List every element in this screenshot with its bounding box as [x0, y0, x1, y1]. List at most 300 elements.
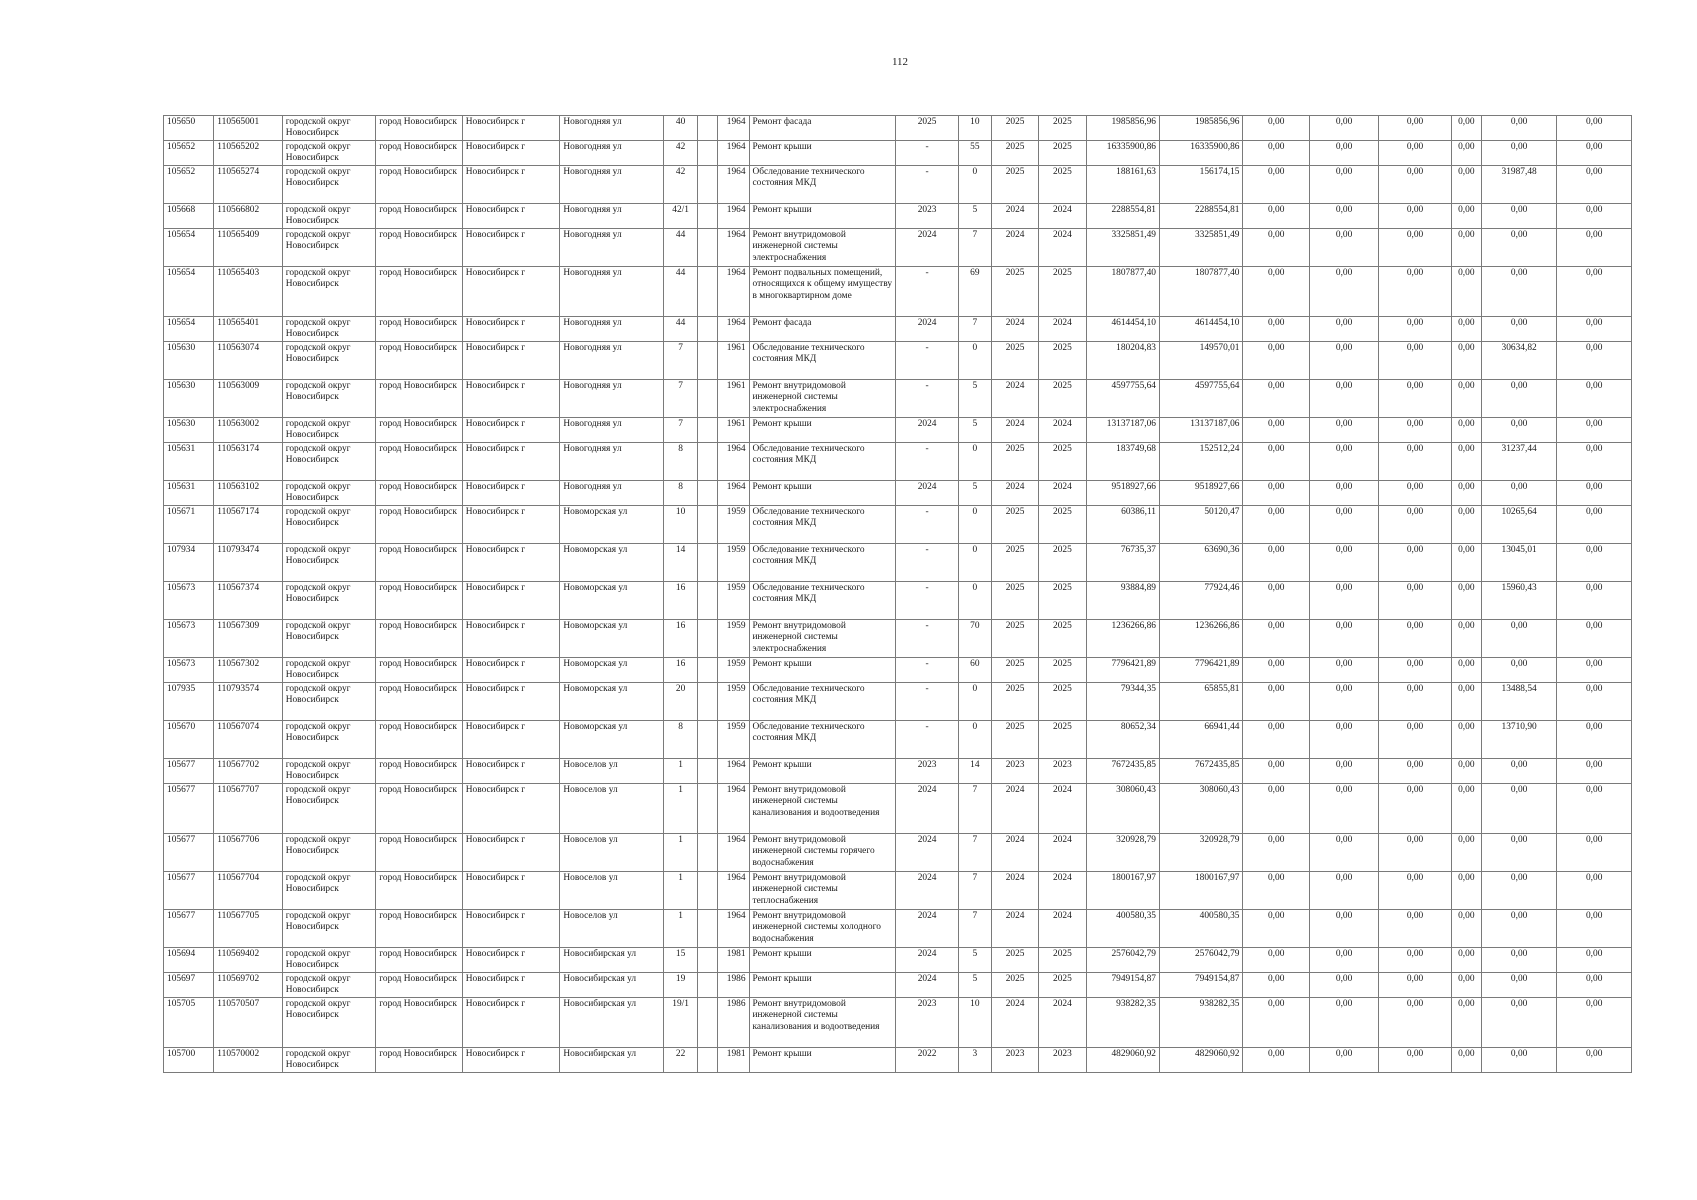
previous-year-cell: 2024	[896, 948, 958, 973]
plan-end-year-cell: 2024	[1039, 418, 1086, 443]
regional-funds-cell: 0,00	[1309, 872, 1378, 910]
locality-cell: Новосибирск г	[462, 166, 560, 204]
wear-percent-cell: 5	[958, 204, 991, 229]
municipal-district-cell: городской округ Новосибирск	[282, 141, 376, 166]
settlement-cell: город Новосибирск	[376, 418, 463, 443]
work-id-cell: 110565409	[214, 229, 282, 267]
plan-end-year-cell: 2025	[1039, 948, 1086, 973]
house-number-cell: 1	[664, 872, 698, 910]
plan-end-year-cell: 2025	[1039, 721, 1086, 759]
local-funds-cell: 0,00	[1379, 116, 1451, 141]
regional-funds-cell: 0,00	[1309, 784, 1378, 834]
construction-year-cell: 1964	[718, 317, 749, 342]
other-funds-cell: 0,00	[1451, 317, 1481, 342]
local-funds-cell: 0,00	[1379, 910, 1451, 948]
building-letter-cell	[698, 506, 718, 544]
previous-year-cell: -	[896, 380, 958, 418]
plan-end-year-cell: 2025	[1039, 582, 1086, 620]
municipal-district-cell: городской округ Новосибирск	[282, 380, 376, 418]
building-letter-cell	[698, 784, 718, 834]
wear-percent-cell: 55	[958, 141, 991, 166]
fund-cost-cell: 4829060,92	[1159, 1048, 1243, 1073]
work-id-cell: 110567309	[214, 620, 282, 658]
work-type-cell: Ремонт внутридомовой инженерной системы электроснабжения	[749, 380, 896, 418]
regional-funds-cell: 0,00	[1309, 834, 1378, 872]
construction-year-cell: 1964	[718, 910, 749, 948]
settlement-cell: город Новосибирск	[376, 721, 463, 759]
other-funds-cell: 0,00	[1451, 582, 1481, 620]
locality-cell: Новосибирск г	[462, 910, 560, 948]
street-cell: Новоморская ул	[560, 506, 664, 544]
total-cost-cell: 400580,35	[1086, 910, 1159, 948]
table-row	[164, 506, 1632, 544]
table-row	[164, 342, 1632, 380]
house-number-cell: 1	[664, 784, 698, 834]
municipal-district-cell: городской округ Новосибирск	[282, 834, 376, 872]
owner-funds-cell: 0,00	[1481, 620, 1556, 658]
plan-end-year-cell: 2025	[1039, 443, 1086, 481]
house-number-cell: 42/1	[664, 204, 698, 229]
plan-start-year-cell: 2025	[991, 141, 1038, 166]
building-letter-cell	[698, 973, 718, 998]
locality-cell: Новосибирск г	[462, 973, 560, 998]
settlement-cell: город Новосибирск	[376, 229, 463, 267]
table-row	[164, 267, 1632, 317]
house-number-cell: 16	[664, 620, 698, 658]
municipal-district-cell: городской округ Новосибирск	[282, 317, 376, 342]
plan-end-year-cell: 2024	[1039, 910, 1086, 948]
previous-year-cell: 2024	[896, 481, 958, 506]
federal-funds-cell: 0,00	[1243, 1048, 1309, 1073]
locality-cell: Новосибирск г	[462, 317, 560, 342]
house-number-cell: 44	[664, 267, 698, 317]
fund-cost-cell: 7672435,85	[1159, 759, 1243, 784]
federal-funds-cell: 0,00	[1243, 948, 1309, 973]
wear-percent-cell: 14	[958, 759, 991, 784]
federal-funds-cell: 0,00	[1243, 658, 1309, 683]
plan-end-year-cell: 2024	[1039, 229, 1086, 267]
extra-funds-cell: 0,00	[1557, 721, 1632, 759]
construction-year-cell: 1964	[718, 141, 749, 166]
work-id-cell: 110563102	[214, 481, 282, 506]
fund-cost-cell: 149570,01	[1159, 342, 1243, 380]
municipal-district-cell: городской округ Новосибирск	[282, 1048, 376, 1073]
federal-funds-cell: 0,00	[1243, 229, 1309, 267]
locality-cell: Новосибирск г	[462, 481, 560, 506]
federal-funds-cell: 0,00	[1243, 834, 1309, 872]
local-funds-cell: 0,00	[1379, 418, 1451, 443]
regional-funds-cell: 0,00	[1309, 683, 1378, 721]
owner-funds-cell: 30634,82	[1481, 342, 1556, 380]
object-id-cell: 105677	[164, 784, 214, 834]
federal-funds-cell: 0,00	[1243, 582, 1309, 620]
house-number-cell: 8	[664, 481, 698, 506]
plan-end-year-cell: 2023	[1039, 759, 1086, 784]
work-type-cell: Ремонт внутридомовой инженерной системы канализования и водоотведения	[749, 784, 896, 834]
owner-funds-cell: 31987,48	[1481, 166, 1556, 204]
work-type-cell: Обследование технического состояния МКД	[749, 443, 896, 481]
house-number-cell: 16	[664, 658, 698, 683]
plan-start-year-cell: 2024	[991, 380, 1038, 418]
table-row	[164, 998, 1632, 1048]
regional-funds-cell: 0,00	[1309, 998, 1378, 1048]
work-id-cell: 110567706	[214, 834, 282, 872]
owner-funds-cell: 0,00	[1481, 872, 1556, 910]
construction-year-cell: 1964	[718, 267, 749, 317]
locality-cell: Новосибирск г	[462, 267, 560, 317]
municipal-district-cell: городской округ Новосибирск	[282, 418, 376, 443]
other-funds-cell: 0,00	[1451, 910, 1481, 948]
street-cell: Новоморская ул	[560, 658, 664, 683]
table-row	[164, 1048, 1632, 1073]
work-type-cell: Ремонт крыши	[749, 973, 896, 998]
extra-funds-cell: 0,00	[1557, 834, 1632, 872]
fund-cost-cell: 4597755,64	[1159, 380, 1243, 418]
other-funds-cell: 0,00	[1451, 141, 1481, 166]
object-id-cell: 107935	[164, 683, 214, 721]
street-cell: Новогодняя ул	[560, 481, 664, 506]
fund-cost-cell: 1985856,96	[1159, 116, 1243, 141]
object-id-cell: 105705	[164, 998, 214, 1048]
locality-cell: Новосибирск г	[462, 620, 560, 658]
wear-percent-cell: 5	[958, 481, 991, 506]
total-cost-cell: 7672435,85	[1086, 759, 1159, 784]
settlement-cell: город Новосибирск	[376, 481, 463, 506]
federal-funds-cell: 0,00	[1243, 443, 1309, 481]
street-cell: Новосибирская ул	[560, 973, 664, 998]
object-id-cell: 105654	[164, 267, 214, 317]
construction-year-cell: 1964	[718, 116, 749, 141]
regional-funds-cell: 0,00	[1309, 418, 1378, 443]
municipal-district-cell: городской округ Новосибирск	[282, 166, 376, 204]
settlement-cell: город Новосибирск	[376, 204, 463, 229]
plan-end-year-cell: 2024	[1039, 998, 1086, 1048]
locality-cell: Новосибирск г	[462, 658, 560, 683]
house-number-cell: 19	[664, 973, 698, 998]
municipal-district-cell: городской округ Новосибирск	[282, 443, 376, 481]
work-id-cell: 110570507	[214, 998, 282, 1048]
object-id-cell: 105631	[164, 481, 214, 506]
extra-funds-cell: 0,00	[1557, 1048, 1632, 1073]
table-row	[164, 443, 1632, 481]
wear-percent-cell: 7	[958, 317, 991, 342]
previous-year-cell: 2025	[896, 116, 958, 141]
other-funds-cell: 0,00	[1451, 784, 1481, 834]
local-funds-cell: 0,00	[1379, 380, 1451, 418]
building-letter-cell	[698, 872, 718, 910]
house-number-cell: 7	[664, 380, 698, 418]
settlement-cell: город Новосибирск	[376, 872, 463, 910]
federal-funds-cell: 0,00	[1243, 721, 1309, 759]
extra-funds-cell: 0,00	[1557, 443, 1632, 481]
work-type-cell: Ремонт крыши	[749, 481, 896, 506]
construction-year-cell: 1986	[718, 973, 749, 998]
wear-percent-cell: 10	[958, 116, 991, 141]
federal-funds-cell: 0,00	[1243, 998, 1309, 1048]
local-funds-cell: 0,00	[1379, 1048, 1451, 1073]
table-row	[164, 834, 1632, 872]
plan-start-year-cell: 2025	[991, 544, 1038, 582]
local-funds-cell: 0,00	[1379, 683, 1451, 721]
owner-funds-cell: 0,00	[1481, 204, 1556, 229]
municipal-district-cell: городской округ Новосибирск	[282, 784, 376, 834]
work-id-cell: 110567704	[214, 872, 282, 910]
other-funds-cell: 0,00	[1451, 721, 1481, 759]
extra-funds-cell: 0,00	[1557, 683, 1632, 721]
building-letter-cell	[698, 204, 718, 229]
locality-cell: Новосибирск г	[462, 872, 560, 910]
local-funds-cell: 0,00	[1379, 834, 1451, 872]
extra-funds-cell: 0,00	[1557, 948, 1632, 973]
other-funds-cell: 0,00	[1451, 342, 1481, 380]
settlement-cell: город Новосибирск	[376, 116, 463, 141]
construction-year-cell: 1964	[718, 481, 749, 506]
house-number-cell: 42	[664, 141, 698, 166]
street-cell: Новоморская ул	[560, 721, 664, 759]
owner-funds-cell: 0,00	[1481, 998, 1556, 1048]
local-funds-cell: 0,00	[1379, 658, 1451, 683]
object-id-cell: 105650	[164, 116, 214, 141]
work-type-cell: Ремонт подвальных помещений, относящихся к общему имуществу в многоквартирном доме	[749, 267, 896, 317]
locality-cell: Новосибирск г	[462, 506, 560, 544]
work-id-cell: 110567707	[214, 784, 282, 834]
fund-cost-cell: 320928,79	[1159, 834, 1243, 872]
table-row	[164, 658, 1632, 683]
work-id-cell: 110570002	[214, 1048, 282, 1073]
table-row	[164, 116, 1632, 141]
fund-cost-cell: 1236266,86	[1159, 620, 1243, 658]
work-id-cell: 110567705	[214, 910, 282, 948]
plan-start-year-cell: 2025	[991, 116, 1038, 141]
object-id-cell: 105677	[164, 834, 214, 872]
plan-end-year-cell: 2023	[1039, 1048, 1086, 1073]
federal-funds-cell: 0,00	[1243, 166, 1309, 204]
building-letter-cell	[698, 658, 718, 683]
table-row	[164, 948, 1632, 973]
municipal-district-cell: городской округ Новосибирск	[282, 759, 376, 784]
local-funds-cell: 0,00	[1379, 267, 1451, 317]
federal-funds-cell: 0,00	[1243, 973, 1309, 998]
plan-end-year-cell: 2025	[1039, 683, 1086, 721]
plan-end-year-cell: 2025	[1039, 116, 1086, 141]
owner-funds-cell: 15960,43	[1481, 582, 1556, 620]
object-id-cell: 105677	[164, 872, 214, 910]
plan-end-year-cell: 2025	[1039, 620, 1086, 658]
wear-percent-cell: 0	[958, 166, 991, 204]
locality-cell: Новосибирск г	[462, 1048, 560, 1073]
work-id-cell: 110563009	[214, 380, 282, 418]
plan-end-year-cell: 2025	[1039, 658, 1086, 683]
house-number-cell: 7	[664, 342, 698, 380]
federal-funds-cell: 0,00	[1243, 910, 1309, 948]
settlement-cell: город Новосибирск	[376, 658, 463, 683]
locality-cell: Новосибирск г	[462, 229, 560, 267]
settlement-cell: город Новосибирск	[376, 582, 463, 620]
owner-funds-cell: 0,00	[1481, 141, 1556, 166]
other-funds-cell: 0,00	[1451, 620, 1481, 658]
building-letter-cell	[698, 948, 718, 973]
work-type-cell: Ремонт внутридомовой инженерной системы холодного водоснабжения	[749, 910, 896, 948]
federal-funds-cell: 0,00	[1243, 418, 1309, 443]
extra-funds-cell: 0,00	[1557, 229, 1632, 267]
total-cost-cell: 60386,11	[1086, 506, 1159, 544]
object-id-cell: 105630	[164, 418, 214, 443]
work-type-cell: Ремонт крыши	[749, 759, 896, 784]
total-cost-cell: 93884,89	[1086, 582, 1159, 620]
local-funds-cell: 0,00	[1379, 204, 1451, 229]
plan-start-year-cell: 2024	[991, 204, 1038, 229]
building-letter-cell	[698, 342, 718, 380]
plan-end-year-cell: 2024	[1039, 872, 1086, 910]
regional-funds-cell: 0,00	[1309, 721, 1378, 759]
fund-cost-cell: 66941,44	[1159, 721, 1243, 759]
other-funds-cell: 0,00	[1451, 267, 1481, 317]
regional-funds-cell: 0,00	[1309, 116, 1378, 141]
building-letter-cell	[698, 380, 718, 418]
wear-percent-cell: 0	[958, 582, 991, 620]
federal-funds-cell: 0,00	[1243, 204, 1309, 229]
previous-year-cell: -	[896, 443, 958, 481]
work-type-cell: Ремонт крыши	[749, 948, 896, 973]
wear-percent-cell: 70	[958, 620, 991, 658]
locality-cell: Новосибирск г	[462, 116, 560, 141]
federal-funds-cell: 0,00	[1243, 342, 1309, 380]
construction-year-cell: 1964	[718, 443, 749, 481]
table-row	[164, 141, 1632, 166]
object-id-cell: 105652	[164, 166, 214, 204]
regional-funds-cell: 0,00	[1309, 229, 1378, 267]
settlement-cell: город Новосибирск	[376, 973, 463, 998]
work-type-cell: Ремонт фасада	[749, 317, 896, 342]
building-letter-cell	[698, 582, 718, 620]
total-cost-cell: 3325851,49	[1086, 229, 1159, 267]
plan-end-year-cell: 2025	[1039, 166, 1086, 204]
work-id-cell: 110793574	[214, 683, 282, 721]
settlement-cell: город Новосибирск	[376, 380, 463, 418]
plan-end-year-cell: 2025	[1039, 544, 1086, 582]
work-type-cell: Ремонт крыши	[749, 658, 896, 683]
federal-funds-cell: 0,00	[1243, 481, 1309, 506]
table-row	[164, 910, 1632, 948]
fund-cost-cell: 65855,81	[1159, 683, 1243, 721]
owner-funds-cell: 0,00	[1481, 759, 1556, 784]
wear-percent-cell: 60	[958, 658, 991, 683]
work-type-cell: Обследование технического состояния МКД	[749, 342, 896, 380]
local-funds-cell: 0,00	[1379, 317, 1451, 342]
street-cell: Новогодняя ул	[560, 418, 664, 443]
construction-year-cell: 1959	[718, 658, 749, 683]
wear-percent-cell: 0	[958, 506, 991, 544]
federal-funds-cell: 0,00	[1243, 544, 1309, 582]
other-funds-cell: 0,00	[1451, 872, 1481, 910]
plan-start-year-cell: 2023	[991, 1048, 1038, 1073]
street-cell: Новогодняя ул	[560, 342, 664, 380]
fund-cost-cell: 2288554,81	[1159, 204, 1243, 229]
house-number-cell: 10	[664, 506, 698, 544]
settlement-cell: город Новосибирск	[376, 544, 463, 582]
work-type-cell: Ремонт внутридомовой инженерной системы электроснабжения	[749, 620, 896, 658]
local-funds-cell: 0,00	[1379, 544, 1451, 582]
regional-funds-cell: 0,00	[1309, 973, 1378, 998]
total-cost-cell: 9518927,66	[1086, 481, 1159, 506]
federal-funds-cell: 0,00	[1243, 267, 1309, 317]
fund-cost-cell: 938282,35	[1159, 998, 1243, 1048]
owner-funds-cell: 0,00	[1481, 116, 1556, 141]
work-id-cell: 110563074	[214, 342, 282, 380]
plan-start-year-cell: 2025	[991, 443, 1038, 481]
previous-year-cell: 2022	[896, 1048, 958, 1073]
extra-funds-cell: 0,00	[1557, 506, 1632, 544]
table-row	[164, 620, 1632, 658]
regional-funds-cell: 0,00	[1309, 620, 1378, 658]
house-number-cell: 20	[664, 683, 698, 721]
house-number-cell: 7	[664, 418, 698, 443]
work-id-cell: 110565202	[214, 141, 282, 166]
local-funds-cell: 0,00	[1379, 620, 1451, 658]
plan-start-year-cell: 2024	[991, 784, 1038, 834]
work-type-cell: Обследование технического состояния МКД	[749, 166, 896, 204]
total-cost-cell: 1800167,97	[1086, 872, 1159, 910]
previous-year-cell: 2023	[896, 759, 958, 784]
building-letter-cell	[698, 998, 718, 1048]
settlement-cell: город Новосибирск	[376, 759, 463, 784]
work-id-cell: 110565401	[214, 317, 282, 342]
other-funds-cell: 0,00	[1451, 973, 1481, 998]
local-funds-cell: 0,00	[1379, 759, 1451, 784]
owner-funds-cell: 0,00	[1481, 658, 1556, 683]
federal-funds-cell: 0,00	[1243, 116, 1309, 141]
plan-start-year-cell: 2024	[991, 317, 1038, 342]
fund-cost-cell: 63690,36	[1159, 544, 1243, 582]
settlement-cell: город Новосибирск	[376, 948, 463, 973]
wear-percent-cell: 10	[958, 998, 991, 1048]
total-cost-cell: 79344,35	[1086, 683, 1159, 721]
locality-cell: Новосибирск г	[462, 948, 560, 973]
table-row	[164, 380, 1632, 418]
previous-year-cell: -	[896, 658, 958, 683]
wear-percent-cell: 7	[958, 872, 991, 910]
table-body	[164, 116, 1632, 1073]
owner-funds-cell: 31237,44	[1481, 443, 1556, 481]
settlement-cell: город Новосибирск	[376, 267, 463, 317]
other-funds-cell: 0,00	[1451, 683, 1481, 721]
fund-cost-cell: 156174,15	[1159, 166, 1243, 204]
previous-year-cell: -	[896, 506, 958, 544]
other-funds-cell: 0,00	[1451, 998, 1481, 1048]
municipal-district-cell: городской округ Новосибирск	[282, 204, 376, 229]
local-funds-cell: 0,00	[1379, 229, 1451, 267]
street-cell: Новоселов ул	[560, 910, 664, 948]
work-id-cell: 110566802	[214, 204, 282, 229]
previous-year-cell: -	[896, 166, 958, 204]
plan-start-year-cell: 2025	[991, 658, 1038, 683]
local-funds-cell: 0,00	[1379, 998, 1451, 1048]
table-row	[164, 204, 1632, 229]
owner-funds-cell: 13710,90	[1481, 721, 1556, 759]
locality-cell: Новосибирск г	[462, 342, 560, 380]
table-row	[164, 166, 1632, 204]
municipal-district-cell: городской округ Новосибирск	[282, 544, 376, 582]
local-funds-cell: 0,00	[1379, 582, 1451, 620]
construction-year-cell: 1959	[718, 721, 749, 759]
previous-year-cell: 2024	[896, 834, 958, 872]
wear-percent-cell: 0	[958, 683, 991, 721]
object-id-cell: 105700	[164, 1048, 214, 1073]
wear-percent-cell: 7	[958, 229, 991, 267]
total-cost-cell: 1985856,96	[1086, 116, 1159, 141]
local-funds-cell: 0,00	[1379, 506, 1451, 544]
object-id-cell: 105673	[164, 620, 214, 658]
